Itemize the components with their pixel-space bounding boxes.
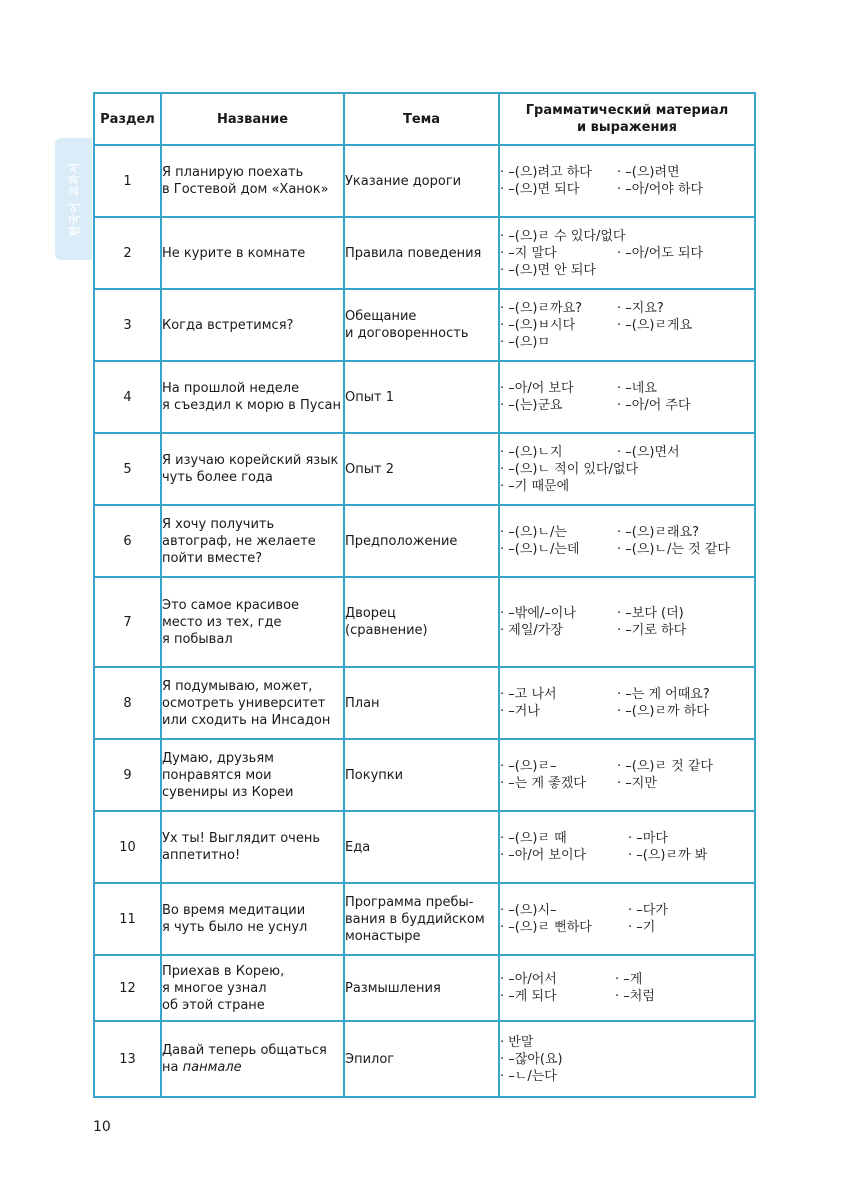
grammar-item: · –기 때문에 bbox=[500, 478, 570, 494]
section-number: 3 bbox=[94, 289, 161, 361]
table-row bbox=[94, 811, 755, 883]
grammar-item: · –밖에/–이나 bbox=[500, 606, 576, 621]
section-number: 7 bbox=[94, 577, 161, 667]
lesson-topic-line: Еда bbox=[345, 839, 371, 855]
lesson-title-line: Я хочу получить bbox=[162, 516, 275, 532]
lesson-title-line: я чуть было не уснул bbox=[162, 920, 308, 935]
grammar-line bbox=[500, 228, 754, 245]
lesson-title-line: На прошлой неделе bbox=[162, 381, 300, 396]
grammar-item: · –(으)면 되다 bbox=[500, 182, 580, 197]
lesson-title-line: я побывал bbox=[162, 631, 233, 647]
header-row bbox=[94, 93, 755, 145]
lesson-title bbox=[161, 667, 344, 739]
grammar-list bbox=[499, 361, 755, 433]
header-name: Название bbox=[161, 93, 344, 145]
lesson-title-line: осмотреть университет bbox=[162, 695, 326, 711]
grammar-item: · –네요 bbox=[617, 381, 657, 396]
lesson-title-line: чуть более года bbox=[162, 470, 273, 485]
lesson-title-line: Это самое красивое bbox=[162, 597, 300, 613]
table-row bbox=[94, 361, 755, 433]
lesson-title bbox=[161, 289, 344, 361]
lesson-topic bbox=[344, 217, 499, 289]
grammar-list bbox=[499, 667, 755, 739]
grammar-list bbox=[499, 217, 755, 289]
section-number: 11 bbox=[94, 883, 161, 955]
lesson-topic-line: Размышления bbox=[345, 980, 441, 996]
grammar-item: · –(으)ㄴ/는데 bbox=[500, 542, 580, 557]
grammar-line bbox=[500, 830, 754, 847]
lesson-title-line: на панмале bbox=[162, 1060, 242, 1075]
side-tab-label: 한국어 교과서 bbox=[67, 161, 81, 237]
grammar-item: · –게 bbox=[615, 972, 643, 987]
grammar-item: · –(으)면서 bbox=[617, 444, 680, 460]
grammar-line bbox=[500, 444, 754, 461]
grammar-item: · –(으)ㄹ 수 있다/없다 bbox=[500, 228, 626, 244]
grammar-line bbox=[500, 622, 754, 639]
grammar-item: · –지만 bbox=[617, 776, 657, 791]
lesson-topic bbox=[344, 955, 499, 1021]
table-row bbox=[94, 145, 755, 217]
grammar-list bbox=[499, 955, 755, 1021]
chapter-side-tab bbox=[55, 138, 92, 260]
lesson-title-line: понравятся мои bbox=[162, 767, 272, 783]
table-row bbox=[94, 1021, 755, 1097]
grammar-item: · –(으)ㄹ게요 bbox=[617, 317, 693, 333]
grammar-line bbox=[500, 988, 754, 1005]
lesson-topic bbox=[344, 667, 499, 739]
grammar-item: · –다가 bbox=[628, 903, 668, 918]
table-row bbox=[94, 883, 755, 955]
grammar-line bbox=[500, 605, 754, 622]
grammar-item: · –(으)ㄹ– bbox=[500, 759, 557, 774]
lesson-topic-line: Правила поведения bbox=[345, 245, 482, 261]
grammar-line bbox=[500, 380, 754, 397]
lesson-title-line: Приехав в Корею, bbox=[162, 963, 285, 979]
section-number: 12 bbox=[94, 955, 161, 1021]
grammar-line bbox=[500, 1051, 754, 1068]
lesson-title-line: или сходить на Инсадон bbox=[162, 712, 331, 728]
lesson-topic-line: Предположение bbox=[345, 533, 458, 549]
grammar-item: · –(으)ㄹ래요? bbox=[617, 525, 700, 540]
grammar-line bbox=[500, 164, 754, 181]
grammar-line bbox=[500, 1034, 754, 1051]
lesson-title-line: Когда встретимся? bbox=[162, 317, 294, 333]
grammar-line bbox=[500, 181, 754, 198]
lesson-title-line: об этой стране bbox=[162, 997, 265, 1013]
grammar-line bbox=[500, 686, 754, 703]
grammar-item: · –(으)려면 bbox=[617, 165, 680, 180]
grammar-item: · –(으)시– bbox=[500, 903, 557, 918]
grammar-item: · –(으)면 안 되다 bbox=[500, 262, 596, 278]
grammar-list bbox=[499, 739, 755, 811]
grammar-line bbox=[500, 758, 754, 775]
grammar-item: · –기 bbox=[628, 920, 656, 935]
lesson-title-line: в Гостевой дом «Ханок» bbox=[162, 182, 329, 197]
lesson-title-line: аппетитно! bbox=[162, 848, 241, 863]
lesson-title bbox=[161, 1021, 344, 1097]
grammar-item: · –(으)려고 하다 bbox=[500, 165, 592, 180]
grammar-item: · –(으)ㄴ 적이 있다/없다 bbox=[500, 461, 639, 477]
grammar-item: · 제일/가장 bbox=[500, 623, 563, 638]
lesson-topic-line: Эпилог bbox=[345, 1051, 395, 1067]
lesson-title-line: пойти вместе? bbox=[162, 550, 263, 566]
section-number: 10 bbox=[94, 811, 161, 883]
lesson-title-line: Думаю, друзьям bbox=[162, 750, 274, 766]
table-row bbox=[94, 433, 755, 505]
lesson-title-line: Я изучаю корейский язык bbox=[162, 453, 339, 468]
section-number: 8 bbox=[94, 667, 161, 739]
contents-table bbox=[93, 92, 756, 1098]
grammar-item: · –(으)ㄹ까 봐 bbox=[628, 848, 708, 863]
table-row bbox=[94, 667, 755, 739]
lesson-topic bbox=[344, 577, 499, 667]
grammar-list bbox=[499, 1021, 755, 1097]
grammar-item: · –보다 (더) bbox=[617, 606, 684, 621]
header-section: Раздел bbox=[94, 93, 161, 145]
grammar-item: · –고 나서 bbox=[500, 687, 557, 702]
grammar-line bbox=[500, 971, 754, 988]
lesson-topic-line: Покупки bbox=[345, 767, 404, 783]
lesson-topic-line: вания в буддийском bbox=[345, 911, 485, 927]
section-number: 2 bbox=[94, 217, 161, 289]
grammar-line bbox=[500, 902, 754, 919]
grammar-item: · –는 게 어때요? bbox=[617, 687, 710, 702]
grammar-item: · –(으)ㅁ bbox=[500, 334, 551, 350]
table-row bbox=[94, 217, 755, 289]
lesson-topic-line: Опыт 1 bbox=[345, 389, 394, 405]
lesson-topic bbox=[344, 433, 499, 505]
lesson-title-line: я многое узнал bbox=[162, 980, 267, 996]
lesson-title-line: сувениры из Кореи bbox=[162, 784, 294, 800]
grammar-line bbox=[500, 703, 754, 720]
page-number: 10 bbox=[93, 1119, 111, 1135]
lesson-title bbox=[161, 361, 344, 433]
grammar-line bbox=[500, 847, 754, 864]
grammar-item: · –(으)ㄴ지 bbox=[500, 444, 563, 460]
grammar-list bbox=[499, 505, 755, 577]
grammar-line bbox=[500, 775, 754, 792]
lesson-title-line: я съездил к морю в Пусан bbox=[162, 398, 342, 413]
table-row bbox=[94, 505, 755, 577]
grammar-line bbox=[500, 461, 754, 478]
lesson-topic-line: Опыт 2 bbox=[345, 461, 394, 477]
lesson-title bbox=[161, 577, 344, 667]
grammar-item: · 반말 bbox=[500, 1034, 534, 1050]
lesson-topic-line: монастыре bbox=[345, 928, 421, 944]
grammar-item: · –거나 bbox=[500, 704, 540, 719]
grammar-item: · –아/어 보다 bbox=[500, 381, 574, 396]
grammar-line bbox=[500, 300, 754, 317]
section-number: 1 bbox=[94, 145, 161, 217]
lesson-title bbox=[161, 217, 344, 289]
grammar-list bbox=[499, 811, 755, 883]
lesson-topic-line: Обещание bbox=[345, 309, 417, 324]
lesson-topic-line: Программа пребы- bbox=[345, 894, 474, 910]
grammar-line bbox=[500, 919, 754, 936]
grammar-item: · –는 게 좋겠다 bbox=[500, 776, 586, 791]
table-row bbox=[94, 955, 755, 1021]
lesson-title-line: Давай теперь общаться bbox=[162, 1043, 327, 1058]
lesson-topic bbox=[344, 1021, 499, 1097]
lesson-title bbox=[161, 883, 344, 955]
grammar-line bbox=[500, 317, 754, 334]
lesson-topic-line: (сравнение) bbox=[345, 623, 428, 638]
grammar-item: · –기로 하다 bbox=[617, 623, 687, 638]
grammar-line bbox=[500, 397, 754, 414]
lesson-title bbox=[161, 505, 344, 577]
grammar-list bbox=[499, 577, 755, 667]
grammar-item: · –(으)ㄹ 것 같다 bbox=[617, 759, 713, 774]
lesson-topic-line: Указание дороги bbox=[345, 173, 462, 189]
grammar-item: · –지 말다 bbox=[500, 245, 557, 261]
grammar-item: · –(으)ㄹ 때 bbox=[500, 831, 567, 846]
lesson-title bbox=[161, 811, 344, 883]
lesson-title-line: автограф, не желаете bbox=[162, 533, 316, 549]
section-number: 6 bbox=[94, 505, 161, 577]
grammar-item: · –아/어야 하다 bbox=[617, 182, 704, 197]
grammar-line bbox=[500, 1068, 754, 1085]
grammar-line bbox=[500, 541, 754, 558]
grammar-item: · –아/어서 bbox=[500, 972, 557, 987]
grammar-item: · –아/어 주다 bbox=[617, 398, 691, 413]
section-number: 4 bbox=[94, 361, 161, 433]
lesson-topic bbox=[344, 505, 499, 577]
grammar-item: · –지요? bbox=[617, 300, 664, 316]
lesson-topic bbox=[344, 883, 499, 955]
lesson-title-line: Во время медитации bbox=[162, 903, 306, 918]
lesson-topic bbox=[344, 145, 499, 217]
grammar-item: · –(으)ㅂ시다 bbox=[500, 317, 576, 333]
lesson-title-italic: панмале bbox=[182, 1060, 242, 1075]
lesson-topic bbox=[344, 361, 499, 433]
grammar-list bbox=[499, 883, 755, 955]
grammar-item: · –아/어도 되다 bbox=[617, 245, 704, 261]
lesson-title bbox=[161, 433, 344, 505]
grammar-line bbox=[500, 245, 754, 262]
lesson-topic-line: План bbox=[345, 695, 380, 711]
grammar-item: · –(으)ㄹ 뻔하다 bbox=[500, 920, 592, 935]
grammar-item: · –처럼 bbox=[615, 989, 655, 1004]
grammar-list bbox=[499, 433, 755, 505]
table-row bbox=[94, 577, 755, 667]
grammar-item: · –마다 bbox=[628, 831, 668, 846]
grammar-item: · –게 되다 bbox=[500, 989, 557, 1004]
header-topic: Тема bbox=[344, 93, 499, 145]
section-number: 13 bbox=[94, 1021, 161, 1097]
lesson-topic-line: и договоренность bbox=[345, 326, 469, 341]
grammar-item: · –(으)ㄴ/는 bbox=[500, 525, 567, 540]
lesson-topic-line: Дворец bbox=[345, 606, 396, 621]
lesson-title-line: Я подумываю, может, bbox=[162, 678, 313, 694]
table-row bbox=[94, 739, 755, 811]
grammar-item: · –(는)군요 bbox=[500, 398, 563, 413]
grammar-list bbox=[499, 145, 755, 217]
grammar-line bbox=[500, 478, 754, 495]
grammar-item: · –아/어 보이다 bbox=[500, 848, 587, 863]
lesson-title-line: место из тех, где bbox=[162, 614, 282, 630]
grammar-line bbox=[500, 262, 754, 279]
lesson-topic bbox=[344, 811, 499, 883]
lesson-title-line: Не курите в комнате bbox=[162, 245, 306, 261]
section-number: 9 bbox=[94, 739, 161, 811]
lesson-topic bbox=[344, 739, 499, 811]
grammar-item: · –ㄴ/는다 bbox=[500, 1068, 557, 1084]
lesson-topic bbox=[344, 289, 499, 361]
grammar-item: · –(으)ㄴ/는 것 같다 bbox=[617, 542, 730, 557]
header-grammar: Грамматический материал и выражения bbox=[499, 93, 755, 145]
lesson-title-line: Ух ты! Выглядит очень bbox=[162, 831, 321, 846]
grammar-item: · –(으)ㄹ까요? bbox=[500, 300, 583, 316]
grammar-item: · –잖아(요) bbox=[500, 1051, 563, 1067]
lesson-title bbox=[161, 739, 344, 811]
grammar-item: · –(으)ㄹ까 하다 bbox=[617, 704, 709, 719]
grammar-line bbox=[500, 334, 754, 351]
table-row bbox=[94, 289, 755, 361]
lesson-title-line: Я планирую поехать bbox=[162, 165, 304, 180]
lesson-title bbox=[161, 145, 344, 217]
grammar-line bbox=[500, 524, 754, 541]
section-number: 5 bbox=[94, 433, 161, 505]
lesson-title bbox=[161, 955, 344, 1021]
grammar-list bbox=[499, 289, 755, 361]
